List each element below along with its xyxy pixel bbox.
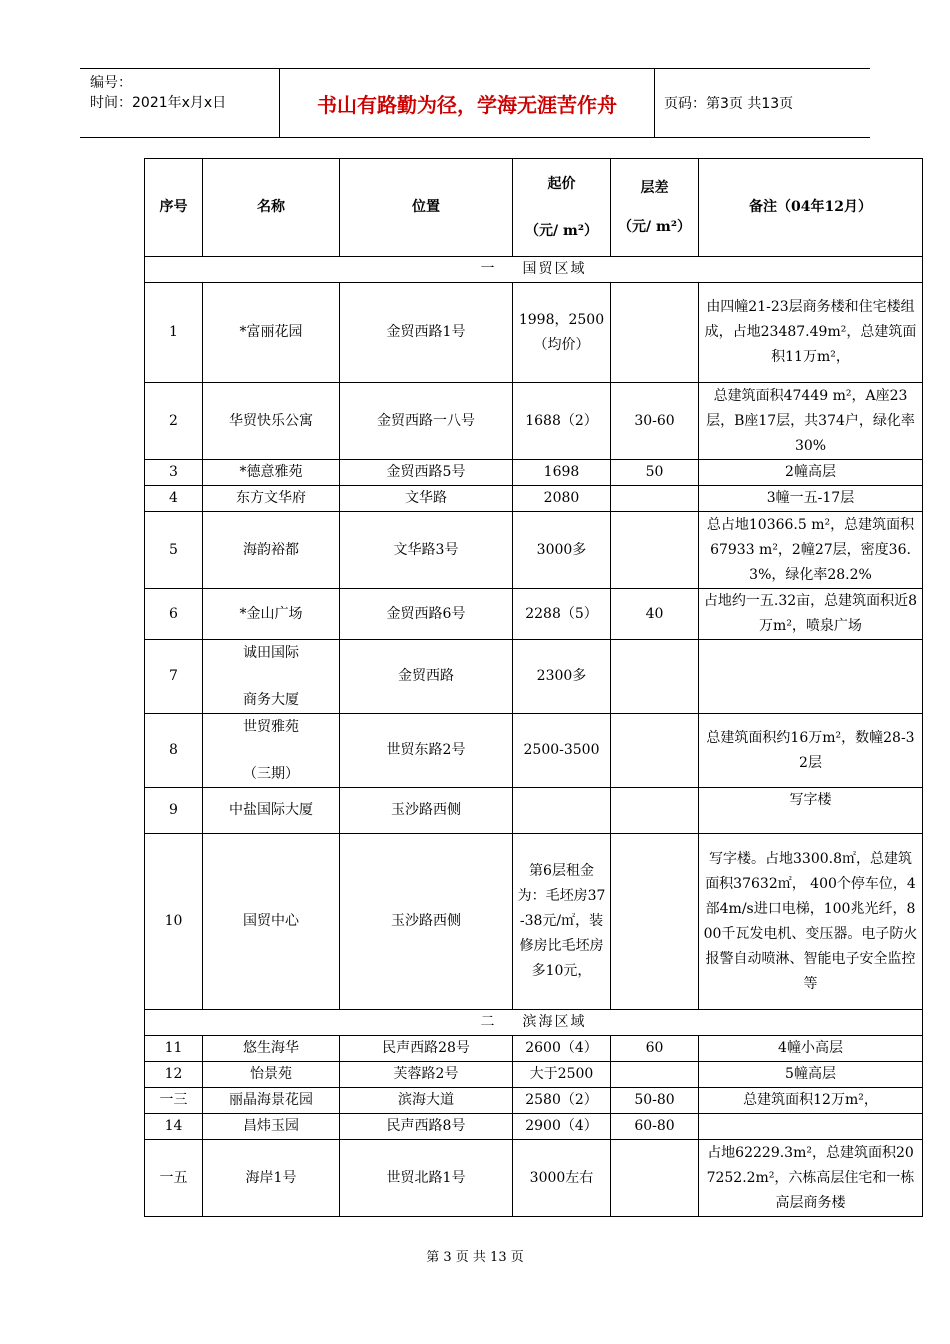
row-location: 文华路3号: [340, 512, 513, 589]
col-header-price-unit: （元/ m²）: [525, 222, 598, 239]
row-note: 3幢一五-17层: [699, 486, 923, 512]
row-name: 华贸快乐公寓: [203, 383, 340, 460]
row-note: 总建筑面积12万m²，: [699, 1088, 923, 1114]
row-name: *金山广场: [203, 589, 340, 640]
col-header-price-title: 起价: [547, 175, 576, 192]
table-row: [145, 486, 923, 512]
date-label: 时间：2021年x月x日: [90, 95, 227, 111]
row-note: 占地约一五.32亩，总建筑面积近8万m²，喷泉广场: [699, 589, 923, 640]
row-number: 8: [145, 714, 203, 788]
code-label: 编号：: [90, 75, 132, 91]
row-number: 1: [145, 283, 203, 383]
table-row: [145, 460, 923, 486]
table-row: [145, 589, 923, 640]
table-row: [145, 383, 923, 460]
row-note: 写字楼。占地3300.8㎡，总建筑面积37632㎡， 400个停车位，4部4m/s进口电梯，100兆光纤，800千瓦发电机、变压器。电子防火报警自动喷淋、智能电子安全监控等: [699, 834, 923, 1010]
col-header-price: [513, 159, 611, 257]
table-row: [145, 788, 923, 834]
row-location: 金贸西路一八号: [340, 383, 513, 460]
row-number: 4: [145, 486, 203, 512]
section-name: 国贸区域: [522, 261, 587, 277]
table-row: [145, 714, 923, 788]
col-header-no: 序号: [145, 159, 203, 257]
row-price: 1998，2500（均价）: [513, 283, 611, 383]
row-number: 6: [145, 589, 203, 640]
row-note: 占地62229.3m²，总建筑面积207252.2m²，六栋高层住宅和一栋高层商务楼: [699, 1140, 923, 1217]
row-location: 世贸北路1号: [340, 1140, 513, 1217]
row-price: 1698: [513, 460, 611, 486]
row-location: 金贸西路1号: [340, 283, 513, 383]
row-floor-diff: 30-60: [611, 383, 699, 460]
section-header-row: [145, 1010, 923, 1036]
row-number: 11: [145, 1036, 203, 1062]
section-number: 二: [480, 1014, 497, 1030]
row-location: 玉沙路西侧: [340, 788, 513, 834]
row-price: 2600（4）: [513, 1036, 611, 1062]
row-location: 金贸西路: [340, 640, 513, 714]
row-location: 世贸东路2号: [340, 714, 513, 788]
table-row: [145, 283, 923, 383]
row-price: 3000左右: [513, 1140, 611, 1217]
row-name-line1: 诚田国际: [243, 644, 299, 661]
row-name: 悠生海华: [203, 1036, 340, 1062]
table-row: [145, 1088, 923, 1114]
row-name: *富丽花园: [203, 283, 340, 383]
table-row: [145, 512, 923, 589]
row-floor-diff: [611, 1062, 699, 1088]
row-note: [699, 640, 923, 714]
row-name-line2: 商务大厦: [243, 691, 299, 708]
row-name: 中盐国际大厦: [203, 788, 340, 834]
row-name: 国贸中心: [203, 834, 340, 1010]
header-page-label: 页码：第3页 共13页: [664, 96, 794, 112]
row-name: 丽晶海景花园: [203, 1088, 340, 1114]
row-floor-diff: [611, 512, 699, 589]
row-number: 14: [145, 1114, 203, 1140]
row-price: 2288（5）: [513, 589, 611, 640]
row-note: 总建筑面积47449 m²，A座23层，B座17层，共374户，绿化率30%: [699, 383, 923, 460]
row-location: 金贸西路6号: [340, 589, 513, 640]
row-price: 大于2500: [513, 1062, 611, 1088]
property-table: [144, 158, 923, 1217]
table-row: [145, 640, 923, 714]
row-location: 文华路: [340, 486, 513, 512]
row-number: 一三: [145, 1088, 203, 1114]
section-header-row: [145, 257, 923, 283]
col-header-note: 备注（04年12月）: [699, 159, 923, 257]
col-header-floor-unit: （元/ m²）: [618, 218, 691, 235]
row-number: 9: [145, 788, 203, 834]
row-number: 3: [145, 460, 203, 486]
row-name-line1: 世贸雅苑: [243, 718, 299, 735]
row-floor-diff: [611, 714, 699, 788]
row-price: 3000多: [513, 512, 611, 589]
row-number: 12: [145, 1062, 203, 1088]
row-floor-diff: [611, 283, 699, 383]
table-header-row: [145, 159, 923, 257]
row-price: 2500-3500: [513, 714, 611, 788]
row-location: 民声西路8号: [340, 1114, 513, 1140]
row-number: 5: [145, 512, 203, 589]
section-title: [145, 1010, 923, 1036]
col-header-floor-title: 层差: [640, 179, 669, 196]
row-note: 4幢小高层: [699, 1036, 923, 1062]
row-name-line2: （三期）: [243, 765, 299, 782]
table-row: [145, 1036, 923, 1062]
row-price: 2080: [513, 486, 611, 512]
row-note: 总占地10366.5 m²，总建筑面积67933 m²，2幢27层，密度36.3%，绿化率28.2%: [699, 512, 923, 589]
row-floor-diff: [611, 640, 699, 714]
row-location: 滨海大道: [340, 1088, 513, 1114]
page-footer: 第 3 页 共 13 页: [426, 1250, 524, 1265]
row-floor-diff: 60-80: [611, 1114, 699, 1140]
row-name: 东方文华府: [203, 486, 340, 512]
row-floor-diff: 50: [611, 460, 699, 486]
row-floor-diff: [611, 834, 699, 1010]
header-motto: 书山有路勤为径，学海无涯苦作舟: [280, 69, 655, 137]
row-location: 玉沙路西侧: [340, 834, 513, 1010]
row-name: [203, 714, 340, 788]
row-floor-diff: 50-80: [611, 1088, 699, 1114]
row-floor-diff: 60: [611, 1036, 699, 1062]
row-floor-diff: [611, 486, 699, 512]
row-price: 第6层租金为：毛坯房37-38元/㎡，装修房比毛坯房多10元，: [513, 834, 611, 1010]
row-location: 芙蓉路2号: [340, 1062, 513, 1088]
row-price: [513, 788, 611, 834]
table-row: [145, 1114, 923, 1140]
row-floor-diff: [611, 788, 699, 834]
row-note: 2幢高层: [699, 460, 923, 486]
row-note: 总建筑面积约16万m²，数幢28-32层: [699, 714, 923, 788]
col-header-location: 位置: [340, 159, 513, 257]
row-number: 一五: [145, 1140, 203, 1217]
row-floor-diff: 40: [611, 589, 699, 640]
row-price: 2300多: [513, 640, 611, 714]
header-meta: [80, 69, 280, 137]
row-name: 海岸1号: [203, 1140, 340, 1217]
row-note: 写字楼: [699, 788, 923, 834]
section-number: 一: [480, 261, 497, 277]
page-header: [80, 68, 870, 138]
row-name: 怡景苑: [203, 1062, 340, 1088]
row-note: 5幢高层: [699, 1062, 923, 1088]
row-price: 2900（4）: [513, 1114, 611, 1140]
row-number: 7: [145, 640, 203, 714]
row-price: 1688（2）: [513, 383, 611, 460]
row-note: [699, 1114, 923, 1140]
row-name: [203, 640, 340, 714]
table-row: [145, 1140, 923, 1217]
table-row: [145, 834, 923, 1010]
row-floor-diff: [611, 1140, 699, 1217]
row-name: 昌炜玉园: [203, 1114, 340, 1140]
section-title: [145, 257, 923, 283]
row-location: 金贸西路5号: [340, 460, 513, 486]
table-row: [145, 1062, 923, 1088]
row-note: 由四幢21-23层商务楼和住宅楼组成，占地23487.49m²，总建筑面积11万m²，: [699, 283, 923, 383]
row-location: 民声西路28号: [340, 1036, 513, 1062]
row-name: *德意雅苑: [203, 460, 340, 486]
section-name: 滨海区域: [522, 1014, 587, 1030]
row-name: 海韵裕都: [203, 512, 340, 589]
row-number: 2: [145, 383, 203, 460]
col-header-name: 名称: [203, 159, 340, 257]
col-header-floor: [611, 159, 699, 257]
row-price: 2580（2）: [513, 1088, 611, 1114]
row-number: 10: [145, 834, 203, 1010]
